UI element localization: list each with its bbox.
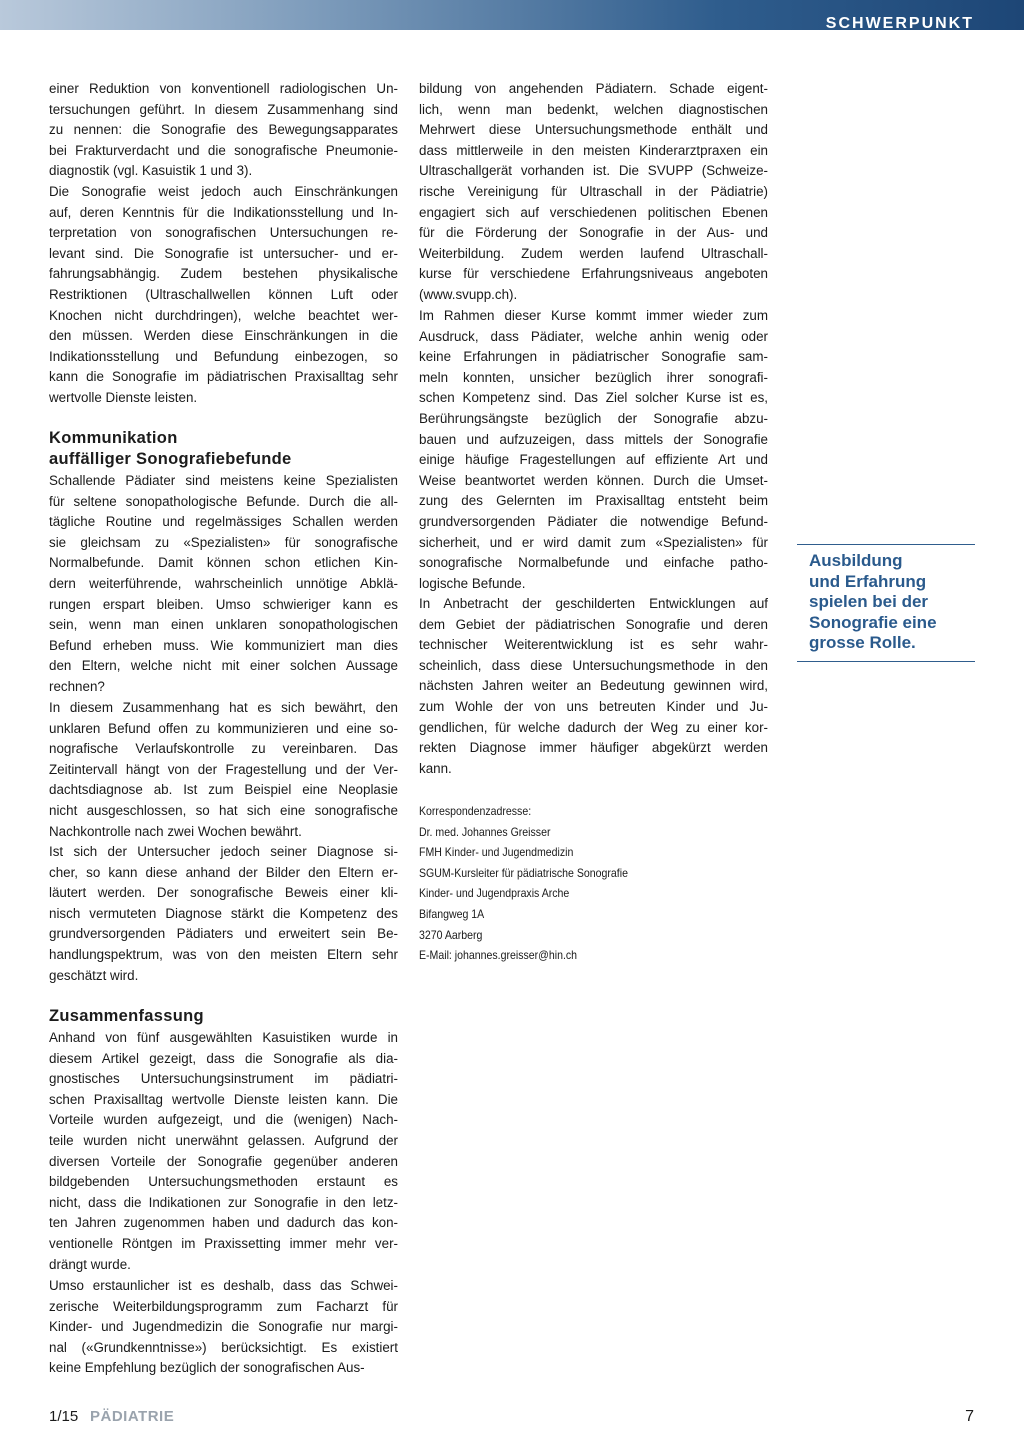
paragraph-line: scheinlich, dass diese Untersuchungsmethode in den: [419, 657, 768, 673]
pull-quote-line: spielen bei der: [809, 592, 929, 612]
paragraph-line: läutert werden. Der sonografische Beweis einer kli-: [49, 885, 398, 901]
paragraph-line: schen Kompetenz sind. Das Ziel solcher Kurse ist es,: [419, 390, 768, 406]
paragraph-line: sonografische Normalbefunde und einfache patho-: [419, 555, 768, 571]
paragraph-line: meln konnten, unsicher bezüglich ihrer sonografi-: [419, 369, 768, 385]
paragraph-line: Normalbefunde. Damit können schon etlichen Kin-: [49, 555, 398, 571]
paragraph-line: ten Jahren zugenommen haben und dadurch das kon-: [49, 1215, 398, 1231]
paragraph-line: kurse für verschiedene Erfahrungsniveaus angeboten: [419, 266, 768, 282]
paragraph-line: grundversorgenden Pädiater die notwendige Befund-: [419, 514, 768, 529]
correspondence-line: SGUM-Kursleiter für pädiatrische Sonografie: [419, 865, 628, 880]
paragraph-line: schen Praxisalltag wertvolle Dienste leisten kann. Die: [49, 1091, 398, 1107]
paragraph-line: sie gleichsam zu «Spezialisten» für sonografische: [49, 534, 398, 550]
paragraph-line: nisch vermuteten Diagnose stärkt die Kompetenz des: [49, 905, 398, 921]
paragraph-line: Ausdruck, dass Pädiater, welche anhin wenig oder: [419, 328, 768, 344]
section-heading: Kommunikation: [49, 429, 178, 447]
correspondence-line: E-Mail: johannes.greisser@hin.ch: [419, 948, 578, 963]
paragraph-line: technischer Weiterentwicklung ist es sehr wahr-: [419, 637, 768, 653]
paragraph-line: Weiterbildung. Zudem werden laufend Ultraschall-: [419, 245, 768, 261]
paragraph-line: bildung von angehenden Pädiatern. Schade eigent-: [419, 81, 768, 96]
paragraph-line: In Anbetracht der geschilderten Entwicklungen auf: [419, 596, 768, 611]
left-column: [49, 0, 398, 1400]
paragraph-line: Berührungsängste bezüglich der Sonografie abzu-: [419, 411, 768, 426]
paragraph-line: Die Sonografie weist jedoch auch Einschränkungen: [49, 184, 398, 199]
paragraph-line: In diesem Zusammenhang hat es sich bewährt, den: [49, 700, 398, 715]
paragraph-line: kann die Sonografie im pädiatrischen Praxisalltag sehr: [49, 369, 398, 385]
paragraph-line: zerische Weiterbildungsprogramm zum Facharzt für: [49, 1298, 398, 1314]
paragraph-line: bauen und aufzuzeigen, dass mittels der Sonografie: [419, 431, 768, 447]
correspondence-line: Kinder- und Jugendpraxis Arche: [419, 886, 570, 901]
pull-quote: [797, 544, 975, 662]
section-label: SCHWERPUNKT: [825, 15, 974, 32]
paragraph-line: zung des Gelernten im Praxisalltag entsteht beim: [419, 493, 768, 509]
paragraph-line: einige häufige Fragestellungen auf effiziente Art und: [419, 452, 768, 468]
right-column: [419, 0, 768, 1400]
paragraph-line: drängt wurde.: [49, 1256, 131, 1272]
paragraph-line: nicht, dass die Indikationen zur Sonografie in den letz-: [49, 1194, 398, 1210]
paragraph-line: keine Erfahrungen in pädiatrischer Sonografie sam-: [419, 349, 768, 365]
correspondence-line: 3270 Aarberg: [419, 927, 483, 942]
section-heading: Zusammenfassung: [49, 1007, 204, 1025]
paragraph-line: engagiert sich auf verschiedenen politischen Ebenen: [419, 204, 768, 220]
paragraph-line: Mehrwert diese Untersuchungsmethode enthält und: [419, 122, 768, 138]
paragraph-line: Befund erheben muss. Wie kommuniziert man dies: [49, 637, 398, 653]
paragraph-line: keine Empfehlung bezüglich der sonografischen Aus-: [49, 1360, 365, 1376]
paragraph-line: diagnostik (vgl. Kasuistik 1 und 3).: [49, 163, 253, 179]
paragraph-line: rechnen?: [49, 679, 105, 694]
paragraph-line: lich, wenn man bedenkt, welchen diagnostischen: [419, 101, 768, 117]
paragraph-line: bildgebenden Untersuchungsmethoden erstaunt es: [49, 1174, 398, 1190]
paragraph-line: Schallende Pädiater sind meistens keine Spezialisten: [49, 473, 398, 488]
paragraph-line: sein, wenn man einen unklaren sonopathologischen: [49, 617, 398, 633]
paragraph-line: rische Vereinigung für Ultraschall in der Pädiatrie): [419, 184, 768, 199]
page-number: 7: [965, 1408, 974, 1425]
correspondence-line: FMH Kinder- und Jugendmedizin: [419, 845, 574, 860]
paragraph-line: Knochen nicht durchdringen), welche beachtet wer-: [49, 307, 398, 323]
issue-number: 1/15: [49, 1408, 79, 1425]
paragraph-line: nächsten Jahren weiter an Bedeutung gewinnen wird,: [419, 678, 768, 694]
magazine-name: PÄDIATRIE: [90, 1408, 175, 1425]
paragraph-line: tägliche Routine und regelmässiges Schallen werden: [49, 514, 398, 530]
paragraph-line: terpretation von sonografischen Untersuchungen re-: [49, 225, 398, 241]
paragraph-line: dern weiterführende, wahrscheinlich unnötige Abklä-: [49, 576, 398, 591]
paragraph-line: Im Rahmen dieser Kurse kommt immer wieder zum: [419, 308, 768, 323]
section-heading: auffälliger Sonografiebefunde: [49, 450, 292, 468]
paragraph-line: zu nennen: die Sonografie des Bewegungsapparates: [49, 122, 398, 138]
paragraph-line: grundversorgenden Pädiaters und erweitert sein Be-: [49, 926, 398, 942]
paragraph-line: levant sind. Die Sonografie ist untersucher- und er-: [49, 245, 398, 261]
paragraph-line: diesem Artikel gezeigt, dass die Sonografie als dia-: [49, 1050, 398, 1066]
paragraph-line: Restriktionen (Ultraschallwellen können Luft oder: [49, 287, 398, 302]
paragraph-line: rungen erspart bleiben. Umso schwieriger kann es: [49, 596, 398, 612]
paragraph-line: tersuchungen geführt. In diesem Zusammenhang sind: [49, 101, 398, 117]
paragraph-line: auf, deren Kenntnis für die Indikationsstellung und In-: [49, 204, 398, 220]
paragraph-line: Umso erstaunlicher ist es deshalb, dass das Schwei-: [49, 1278, 398, 1293]
pull-quote-line: Ausbildung: [809, 551, 903, 570]
correspondence-line: Bifangweg 1A: [419, 907, 485, 921]
pull-quote-line: Sonografie eine: [809, 612, 937, 632]
correspondence-line: Dr. med. Johannes Greisser: [419, 824, 551, 839]
paragraph-line: sicherheit, und er wird damit zum «Spezialisten» für: [419, 534, 768, 550]
paragraph-line: für seltene sonopathologische Befunde. Durch die all-: [49, 493, 398, 509]
paragraph-line: (www.svupp.ch).: [419, 287, 518, 302]
pull-quote-line: und Erfahrung: [809, 571, 927, 591]
paragraph-line: gendlichen, für welche dadurch der Weg zu einer kor-: [419, 719, 768, 735]
paragraph-line: logische Befunde.: [419, 575, 526, 591]
paragraph-line: für die Förderung der Sonografie in der Aus- und: [419, 225, 768, 241]
paragraph-line: handlungspektrum, was von den meisten Eltern sehr: [49, 947, 398, 962]
paragraph-line: dachtsdiagnose ab. Ist zum Beispiel eine Neoplasie: [49, 782, 398, 798]
paragraph-line: bei Frakturverdacht und die sonografische Pneumonie-: [49, 142, 398, 158]
paragraph-line: nografische Verlaufskontrolle zu vereinbaren. Das: [49, 741, 398, 757]
paragraph-line: Weise beantwortet werden können. Durch die Umset-: [419, 472, 768, 488]
paragraph-line: den Eltern, welche nicht mit einer solchen Aussage: [49, 658, 398, 674]
paragraph-line: nicht ausgeschlossen, so hat sich eine sonografische: [49, 803, 398, 818]
paragraph-line: ventionelle Röntgen im Praxissetting immer mehr ver-: [49, 1236, 398, 1251]
paragraph-line: rekten Diagnose immer häufiger abgekürzt werden: [419, 740, 768, 756]
paragraph-line: Ultraschallgerät vorhanden ist. Die SVUPP (Schweize-: [419, 163, 768, 179]
paragraph-line: wertvolle Dienste leisten.: [49, 390, 198, 405]
paragraph-line: cher, so kann diese anhand der Bilder den Eltern er-: [49, 864, 398, 880]
paragraph-line: zum Wohle der von uns betreuten Kinder und Ju-: [419, 699, 768, 714]
paragraph-line: teile wurden nicht unerwähnt gelassen. Aufgrund der: [49, 1133, 398, 1148]
correspondence-heading: Korrespondenzadresse:: [419, 804, 532, 818]
paragraph-line: gnostisches Untersuchungsinstrument im pädiatri-: [49, 1071, 398, 1087]
paragraph-line: geschätzt wird.: [49, 967, 139, 983]
paragraph-line: einer Reduktion von konventionell radiologischen Un-: [49, 81, 398, 96]
paragraph-line: Indikationsstellung und Befundung einbezogen, so: [49, 348, 398, 364]
paragraph-line: Vorteile wurden aufgezeigt, und die (wenigen) Nach-: [49, 1112, 398, 1128]
paragraph-line: Anhand von fünf ausgewählten Kasuistiken wurde in: [49, 1030, 398, 1045]
paragraph-line: kann.: [419, 760, 452, 776]
paragraph-line: dem Gebiet der pädiatrischen Sonografie und deren: [419, 616, 768, 632]
paragraph-line: diversen Vorteile der Sonografie gegenüber anderen: [49, 1153, 398, 1169]
paragraph-line: unklaren Befund offen zu kommunizieren und eine so-: [49, 720, 398, 736]
pull-quote-line: grosse Rolle.: [809, 633, 916, 653]
paragraph-line: dass mittlerweile in den meisten Kinderarztpraxen ein: [419, 142, 768, 158]
paragraph-line: fahrungsabhängig. Zudem bestehen physikalische: [49, 266, 398, 282]
paragraph-line: Zeitintervall hängt von der Fragestellung und der Ver-: [49, 761, 398, 777]
paragraph-line: nal («Grundkenntnisse») berücksichtigt. Es existiert: [49, 1339, 398, 1355]
paragraph-line: Ist sich der Untersucher jedoch seiner Diagnose si-: [49, 844, 398, 859]
paragraph-line: den müssen. Werden diese Einschränkungen in die: [49, 328, 398, 344]
paragraph-line: Nachkontrolle nach zwei Wochen bewährt.: [49, 823, 302, 839]
paragraph-line: Kinder- und Jugendmedizin die Sonografie nur margi-: [49, 1319, 398, 1335]
